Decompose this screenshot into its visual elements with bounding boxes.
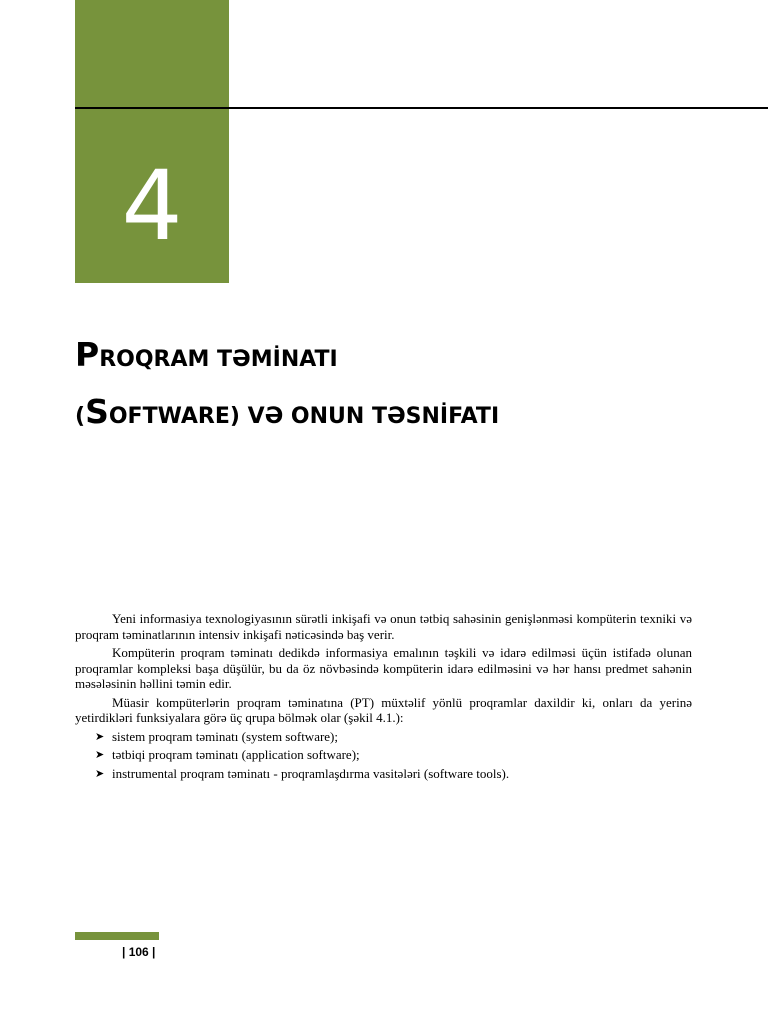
body-text	[75, 611, 692, 784]
header-rule	[75, 107, 768, 109]
paragraph: Müasir kompüterlərin proqram təminatına (PT) müxtəlif yönlü proqramlar daxildir ki, onları da yerinə yetirdikləri funksiyalara görə üç qrupa bölmək olar (şəkil 4.1.):	[75, 694, 692, 725]
arrow-bullet-icon: ➤	[95, 748, 105, 761]
title-line-2: (SOFTWARE) VƏ ONUN TƏSNİFATI	[75, 392, 500, 431]
list-item: ➤ instrumental proqram təminatı - proqramlaşdırma vasitələri (software tools).	[95, 765, 510, 781]
arrow-bullet-icon: ➤	[95, 729, 105, 743]
footer-color-bar	[75, 932, 159, 940]
paragraph: Kompüterin proqram təminatı dedikdə informasiya emalının təşkili və idarə edilməsi üçün istifadə olunan proqramlar kompleksi başa düşülür, bu da öz növbəsində kompüterin idarə edilməsini və hər hansı predmet sahənin məsələsinin həllini təmin edir.	[75, 645, 692, 691]
arrow-bullet-icon: ➤	[95, 766, 105, 780]
list-item: ➤ sistem proqram təminatı (system software);	[95, 728, 339, 744]
chapter-number: 4	[121, 150, 183, 262]
list-item: ➤ tətbiqi proqram təminatı (application software);	[95, 747, 360, 762]
bullet-list	[75, 729, 692, 782]
paragraph: Yeni informasiya texnologiyasının sürətli inkişafi və onun tətbiq sahəsinin genişlənməsi kompüterin texniki və proqram təminatlarının intensiv inkişafi nəticəsində baş verir.	[75, 611, 692, 642]
page-number: | 106 |	[122, 945, 156, 959]
chapter-title	[75, 335, 500, 454]
title-line-1: PROQRAM TƏMİNATI	[75, 335, 338, 374]
